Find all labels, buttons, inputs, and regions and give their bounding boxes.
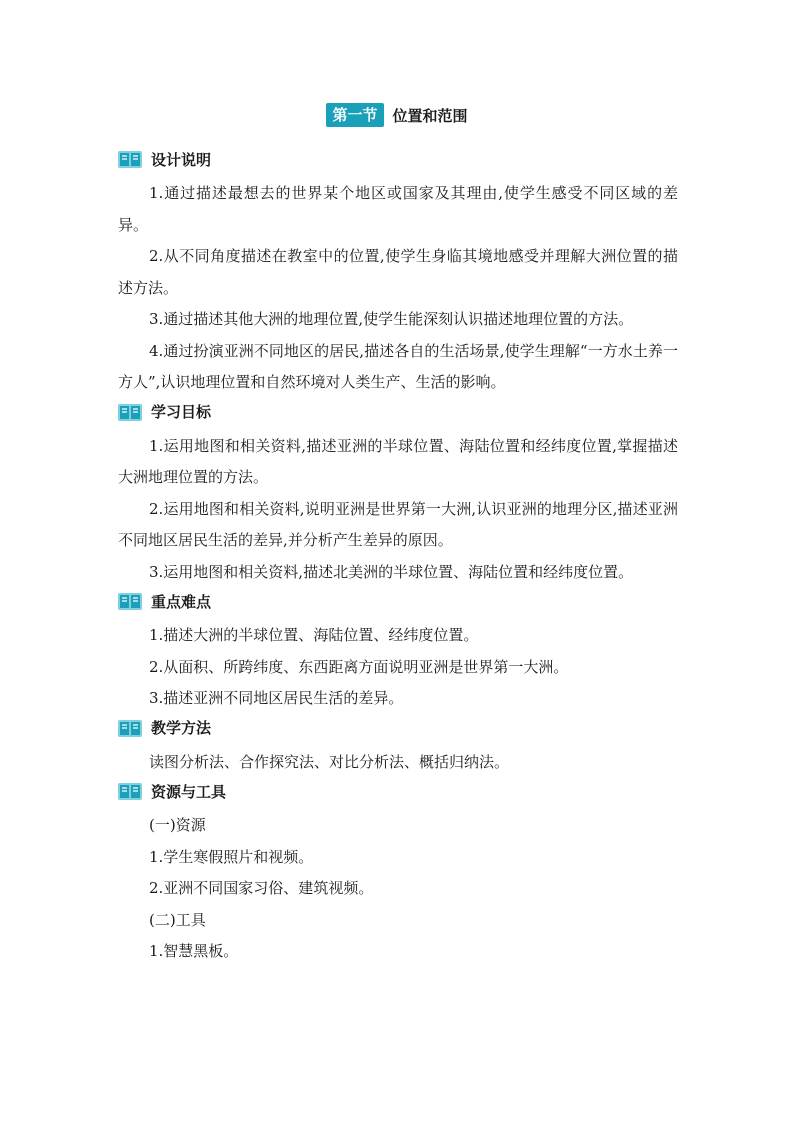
document-body [118,146,678,968]
paragraph: 3.运用地图和相关资料,描述北美洲的半球位置、海陆位置和经纬度位置。 [149,562,634,581]
open-book-icon [118,718,142,738]
paragraph: 读图分析法、合作探究法、对比分析法、概括归纳法。 [149,752,510,771]
section-title: 教学方法 [151,719,212,737]
paragraph: 2.从面积、所跨纬度、东西距离方面说明亚洲是世界第一大洲。 [149,657,569,676]
section-key-points [118,588,678,715]
section-title: 学习目标 [151,403,212,421]
section-teaching-methods [118,715,678,779]
open-book-icon [118,149,142,169]
lesson-title [0,103,794,127]
paragraph: 2.运用地图和相关资料,说明亚洲是世界第一大洲,认识亚洲的地理分区,描述亚洲不同地区居民生活的差异,并分析产生差异的原因。 [118,499,678,549]
paragraph: (二)工具 [149,910,206,929]
paragraph: 4.通过扮演亚洲不同地区的居民,描述各自的生活场景,使学生理解“一方水土养一方人”,认识地理位置和自然环境对人类生产、生活的影响。 [118,341,678,391]
paragraph: 1.通过描述最想去的世界某个地区或国家及其理由,使学生感受不同区域的差异。 [118,184,678,234]
section-header [118,715,678,741]
section-title: 重点难点 [151,592,212,611]
section-header [118,399,678,425]
paragraph: 1.智慧黑板。 [149,942,239,960]
paragraph: 3.描述亚洲不同地区居民生活的差异。 [149,689,404,707]
section-header [118,146,678,172]
paragraph: 1.学生寒假照片和视频。 [149,847,314,866]
paragraph: 3.通过描述其他大洲的地理位置,使学生能深刻认识描述地理位置的方法。 [149,310,634,328]
open-book-icon [118,781,142,801]
open-book-icon [118,402,142,422]
paragraph: 2.从不同角度描述在教室中的位置,使学生身临其境地感受并理解大洲位置的描述方法。 [118,247,678,297]
paragraph: 1.运用地图和相关资料,描述亚洲的半球位置、海陆位置和经纬度位置,掌握描述大洲地理位置的方法。 [118,436,678,486]
section-header [118,588,678,614]
paragraph: 1.描述大洲的半球位置、海陆位置、经纬度位置。 [149,626,479,644]
open-book-icon [118,591,142,611]
section-badge: 第一节 [326,103,383,127]
paragraph: 2.亚洲不同国家习俗、建筑视频。 [149,879,374,897]
section-title: 资源与工具 [151,782,227,801]
section-title: 设计说明 [151,150,212,169]
page-title: 位置和范围 [392,106,468,125]
section-design-notes [118,146,678,399]
section-learning-goals [118,399,678,589]
paragraph: (一)资源 [149,816,206,834]
section-header [118,778,678,804]
section-resources-tools [118,778,678,968]
